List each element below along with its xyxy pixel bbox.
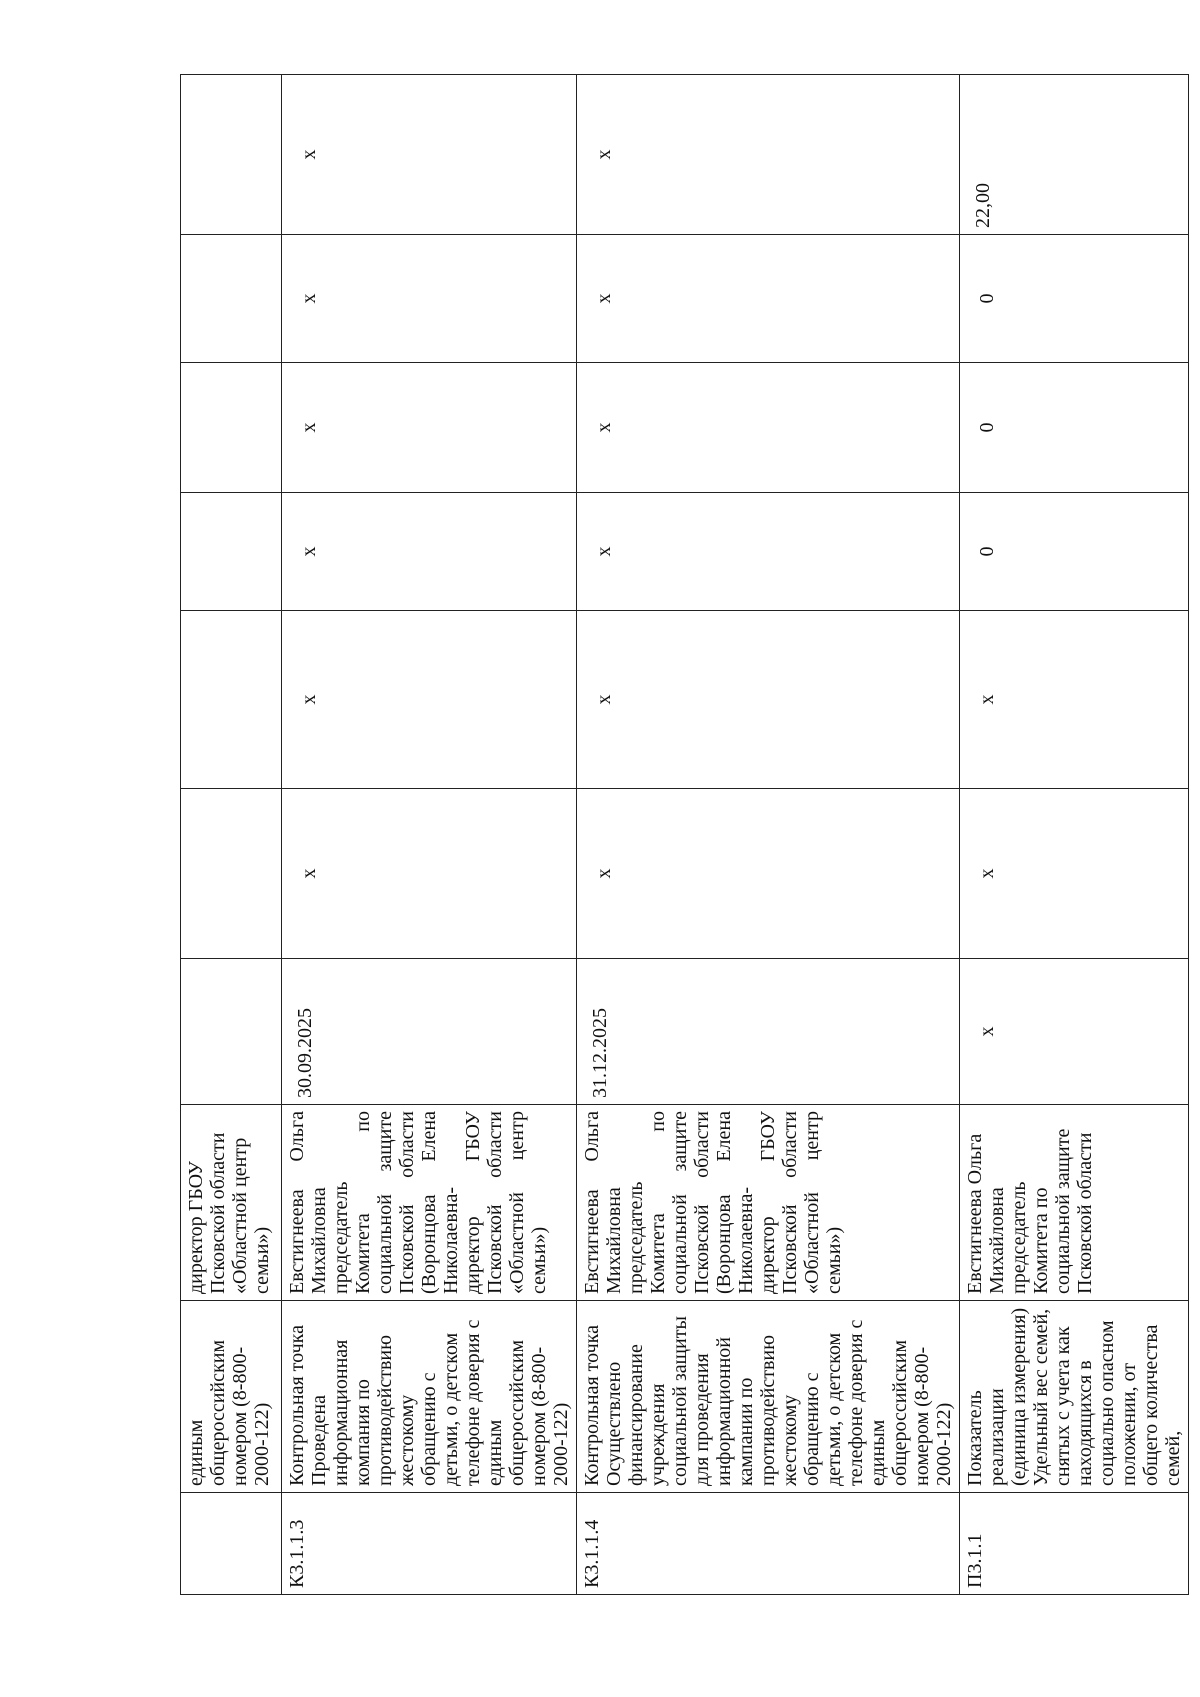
rotated-table-container [180,75,1184,1595]
cell-value [960,493,1189,611]
cell-responsible: Евстигнеева Ольга Михайловна председатель Комитета по социальной защите Псковской области (Воронцова Елена Николаевна-директор ГБОУ Псковской области «Областной центр семьи») [282,1105,577,1301]
cell-date [960,959,1189,1105]
cell-value [577,611,960,789]
value-mark: х [593,546,615,557]
cell-code [181,1493,282,1595]
cell-value [181,789,282,959]
table-row [960,75,1189,1595]
cell-value [960,75,1189,235]
cell-value [282,789,577,959]
cell-date [577,959,960,1105]
value-mark: х [593,149,615,160]
date-value: 30.09.2025 [294,1008,316,1098]
table-row [181,75,282,1595]
value-mark: 0 [976,293,998,304]
value-mark: 0 [976,422,998,433]
cell-value [181,75,282,235]
cell-value [577,235,960,363]
cell-code: К3.1.1.3 [282,1493,577,1595]
table-row [282,75,577,1595]
table-row [577,75,960,1595]
cell-value [960,235,1189,363]
cell-value [282,611,577,789]
cell-value [282,75,577,235]
cell-name: Контрольная точка Осуществлено финансирование учреждения социальной защиты для проведения информационной кампании по противодействию жестокому обращению с детьми, о детском телефоне доверия с единым общероссийским номером (8-800-2000-122) [577,1301,960,1493]
cell-value [577,493,960,611]
value-mark: х [593,293,615,304]
cell-date [181,959,282,1105]
cell-value [282,363,577,493]
value-mark: х [593,422,615,433]
value-mark: х [298,293,320,304]
date-value: 31.12.2025 [589,1008,611,1098]
cell-name: Показатель реализации (единица измерения) Удельный вес семей, снятых с учета как находящихся в социально опасном положении, от общего количества семей, [960,1301,1189,1493]
cell-code: К3.1.1.4 [577,1493,960,1595]
cell-value [282,493,577,611]
cell-value [577,75,960,235]
cell-code: П3.1.1 [960,1493,1189,1595]
cell-value [181,363,282,493]
value-mark: х [298,149,320,160]
value-mark: х [976,868,998,879]
cell-responsible: Евстигнеева Ольга Михайловна председатель Комитета по социальной защите Псковской области [960,1105,1189,1301]
value-mark: х [298,694,320,705]
cell-value [577,789,960,959]
cell-value [181,611,282,789]
plan-table [180,74,1189,1595]
value-mark: х [298,422,320,433]
cell-date [282,959,577,1105]
value-mark: х [298,546,320,557]
cell-name: единым общероссийским номером (8-800-2000-122) [181,1301,282,1493]
cell-value [181,493,282,611]
date-value: х [976,1026,998,1037]
cell-value [960,789,1189,959]
value-mark: х [593,694,615,705]
value-mark: х [976,694,998,705]
value-mark: х [593,868,615,879]
cell-name: Контрольная точка Проведена информационная компания по противодействию жестокому обращению с детьми, о детском телефоне доверия с единым общероссийским номером (8-800-2000-122) [282,1301,577,1493]
cell-value [282,235,577,363]
cell-responsible: директор ГБОУ Псковской области «Областной центр семьи») [181,1105,282,1301]
cell-value [577,363,960,493]
value-mark: 0 [976,546,998,557]
value-mark: х [298,868,320,879]
cell-responsible: Евстигнеева Ольга Михайловна председатель Комитета по социальной защите Псковской области (Воронцова Елена Николаевна-директор ГБОУ Псковской области «Областной центр семьи») [577,1105,960,1301]
value-number: 22,00 [972,183,994,228]
cell-value [960,363,1189,493]
cell-value [960,611,1189,789]
cell-value [181,235,282,363]
